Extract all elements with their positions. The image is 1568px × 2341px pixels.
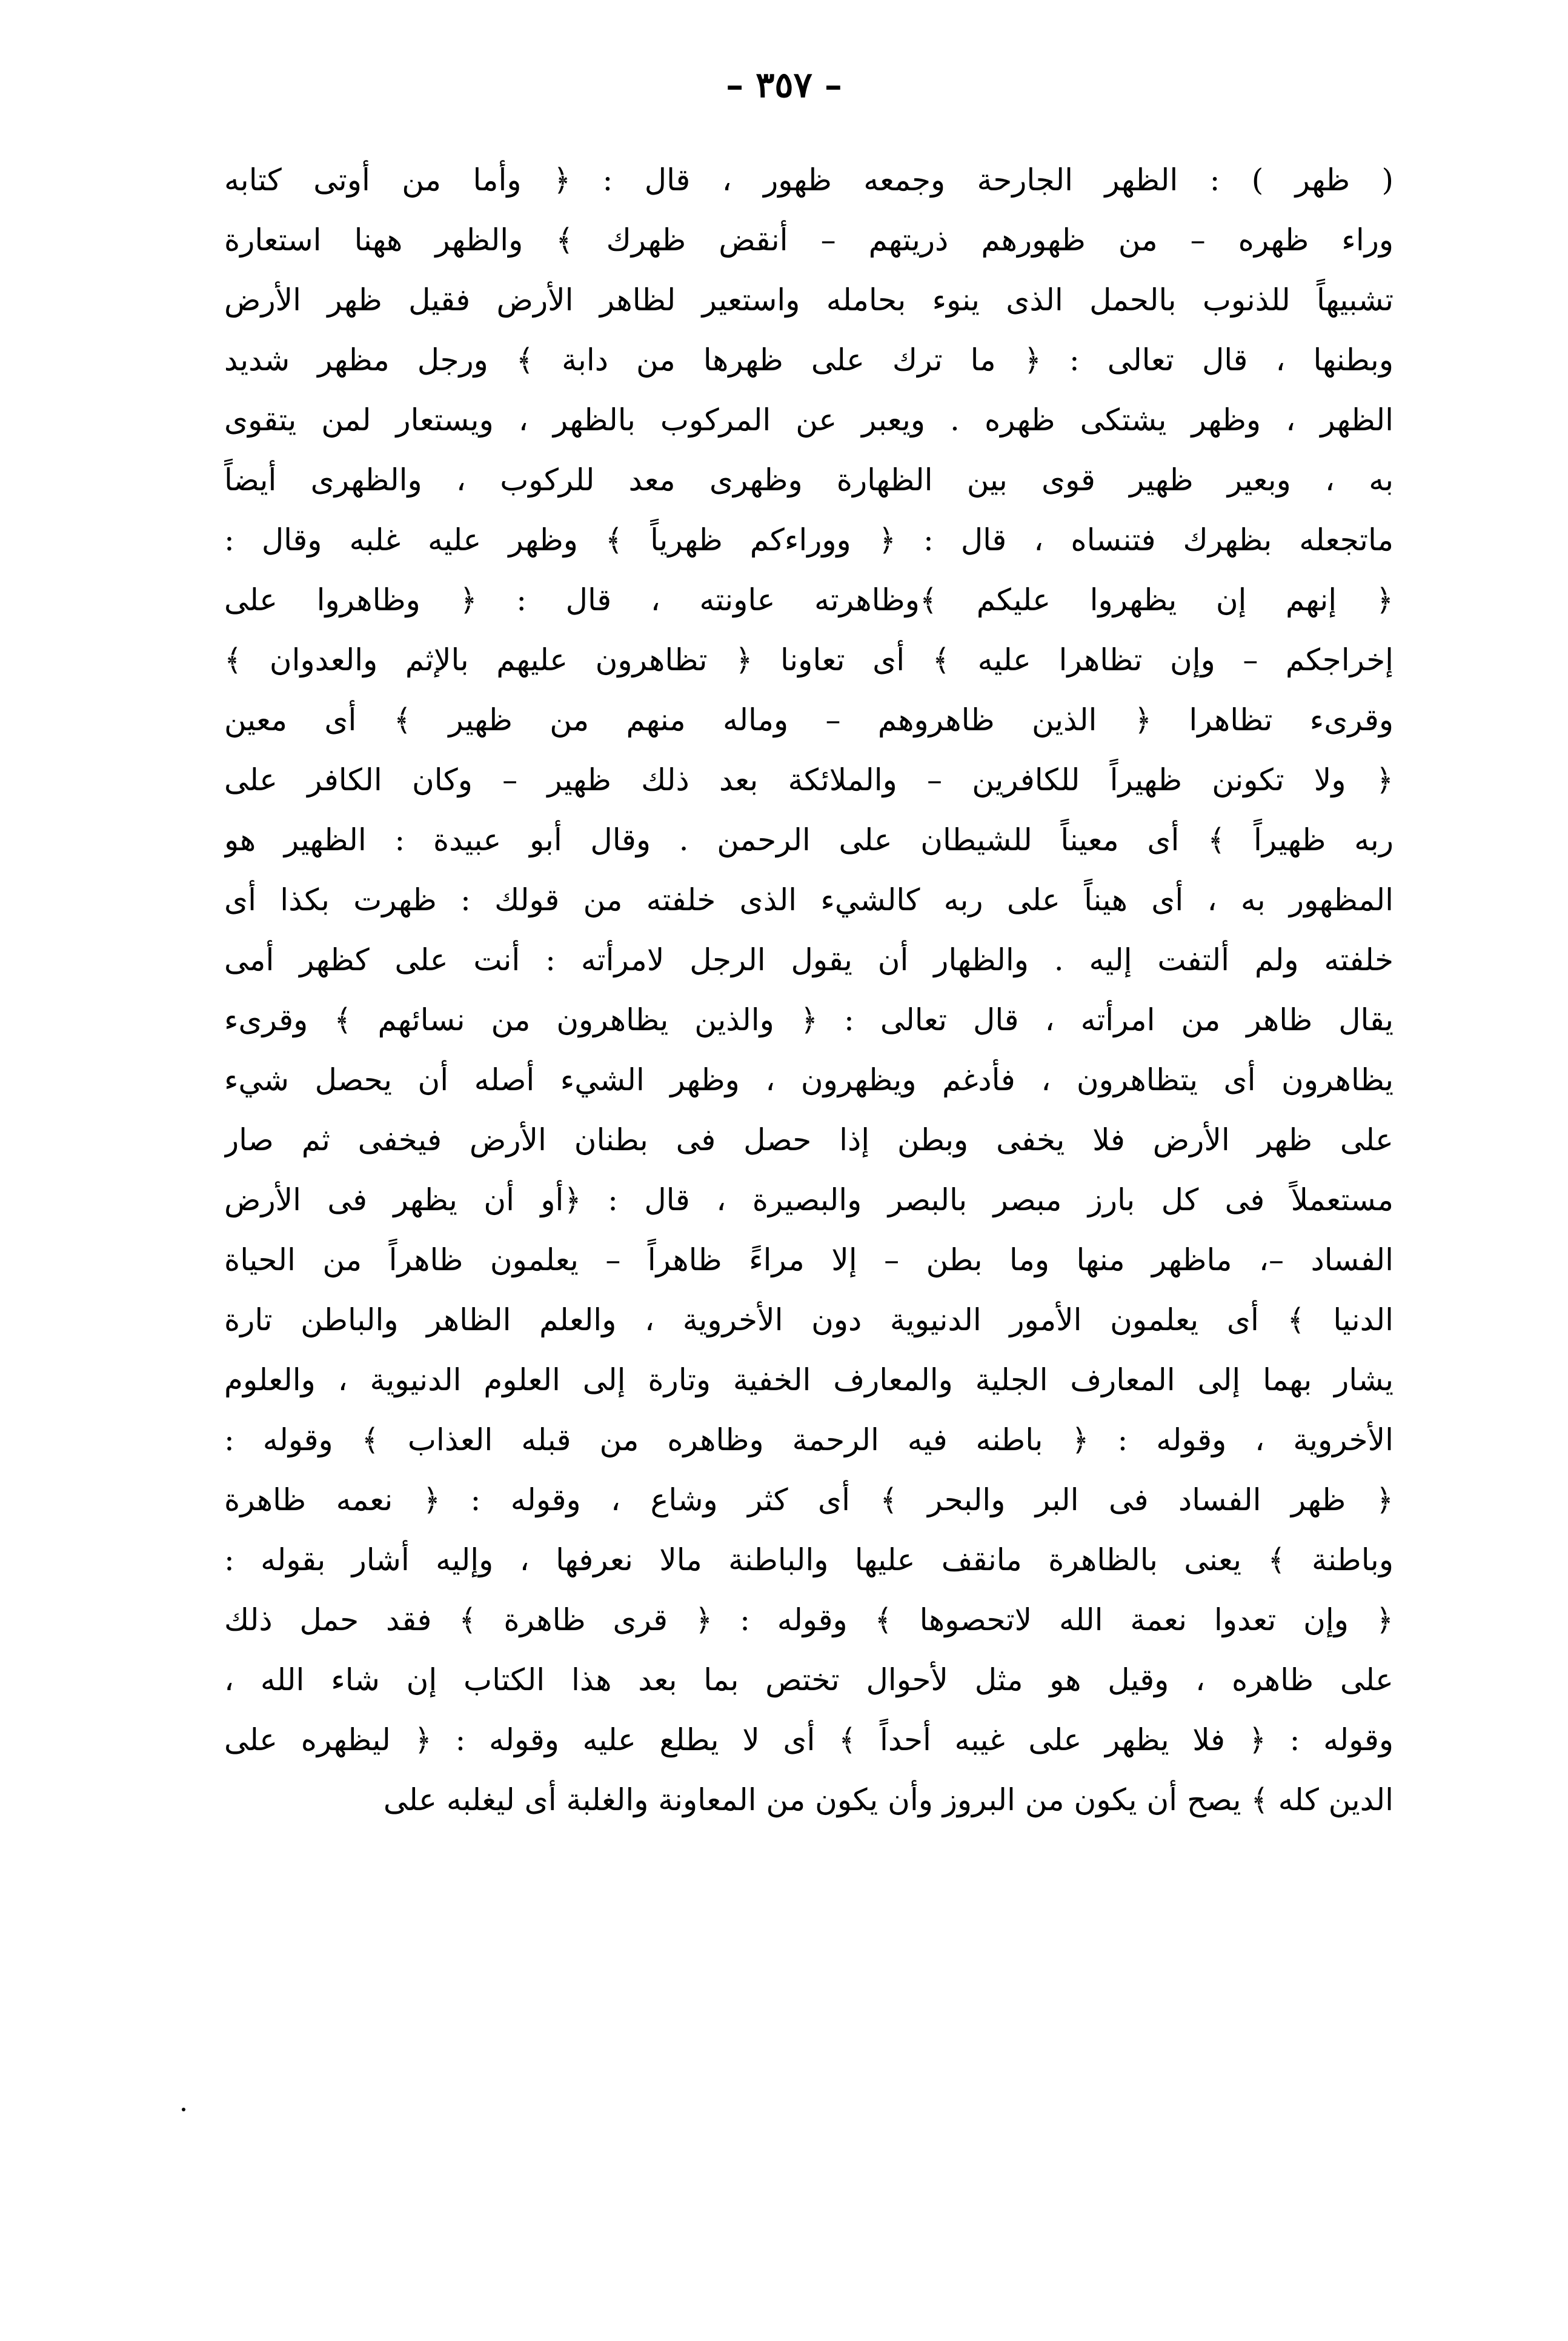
text-line: وبطنها ، قال تعالى : ﴿ ما ترك على ظهرها من دابة ﴾ ورجل مظهر شديد — [224, 342, 1394, 378]
text-line: يشار بهما إلى المعارف الجلية والمعارف الخفية وتارة إلى العلوم الدنيوية ، والعلوم — [224, 1362, 1394, 1397]
text-line: وقرىء تظاهرا ﴿ الذين ظاهروهم – وماله منهم من ظهير ﴾ أى معين — [224, 702, 1394, 738]
text-line: الأخروية ، وقوله : ﴿ باطنه فيه الرحمة وظاهره من قبله العذاب ﴾ وقوله : — [224, 1422, 1394, 1457]
text-line: المظهور به ، أى هيناً على ربه كالشيء الذى خلفته من قولك : ظهرت بكذا أى — [224, 882, 1394, 917]
text-line: به ، وبعير ظهير قوى بين الظهارة وظهرى معد للركوب ، والظهرى أيضاً — [224, 462, 1394, 498]
text-line: يظاهرون أى يتظاهرون ، فأدغم ويظهرون ، وظهر الشيء أصله أن يحصل شيء — [224, 1062, 1394, 1097]
text-line: الدنيا ﴾ أى يعلمون الأمور الدنيوية دون الأخروية ، والعلم الظاهر والباطن تارة — [224, 1302, 1394, 1337]
text-line: ﴿ وإن تعدوا نعمة الله لاتحصوها ﴾ وقوله : ﴿ قرى ظاهرة ﴾ فقد حمل ذلك — [224, 1602, 1394, 1637]
text-line: ﴿ ظهر الفساد فى البر والبحر ﴾ أى كثر وشاع ، وقوله : ﴿ نعمه ظاهرة — [224, 1482, 1394, 1517]
text-line: يقال ظاهر من امرأته ، قال تعالى : ﴿ والذين يظاهرون من نسائهم ﴾ وقرىء — [224, 1002, 1394, 1037]
page-number: – ٣٥٧ – — [726, 64, 842, 105]
text-line: على ظهر الأرض فلا يخفى وبطن إذا حصل فى بطنان الأرض فيخفى ثم صار — [224, 1122, 1394, 1157]
text-line: الدين كله ﴾ يصح أن يكون من البروز وأن يكون من المعاونة والغلبة أى ليغلبه على — [383, 1782, 1394, 1817]
text-line: على ظاهره ، وقيل هو مثل لأحوال تختص بما بعد هذا الكتاب إن شاء الله ، — [224, 1662, 1394, 1697]
text-line: ﴿ إنهم إن يظهروا عليكم ﴾وظاهرته عاونته ، قال : ﴿ وظاهروا على — [224, 582, 1394, 618]
text-line: الظهر ، وظهر يشتكى ظهره . ويعبر عن المركوب بالظهر ، ويستعار لمن يتقوى — [224, 402, 1394, 438]
text-line: الفساد –، ماظهر منها وما بطن – إلا مراءً ظاهراً – يعلمون ظاهراً من الحياة — [224, 1242, 1394, 1277]
text-line: إخراجكم – وإن تظاهرا عليه ﴾ أى تعاونا ﴿ تظاهرون عليهم بالإثم والعدوان ﴾ — [224, 642, 1394, 678]
body-text — [224, 150, 1394, 1830]
text-line: وقوله : ﴿ فلا يظهر على غيبه أحداً ﴾ أى لا يطلع عليه وقوله : ﴿ ليظهره على — [224, 1722, 1394, 1757]
scan-speck — [182, 2108, 185, 2111]
text-line: ماتجعله بظهرك فتنساه ، قال : ﴿ ووراءكم ظهرياً ﴾ وظهر عليه غلبه وقال : — [224, 522, 1394, 558]
text-line: خلفته ولم ألتفت إليه . والظهار أن يقول الرجل لامرأته : أنت على كظهر أمى — [224, 942, 1394, 977]
text-line: مستعملاً فى كل بارز مبصر بالبصر والبصيرة ، قال : ﴿أو أن يظهر فى الأرض — [224, 1182, 1394, 1217]
text-line: وباطنة ﴾ يعنى بالظاهرة مانقف عليها والباطنة مالا نعرفها ، وإليه أشار بقوله : — [224, 1542, 1394, 1577]
text-line: ( ظهر ) : الظهر الجارحة وجمعه ظهور ، قال : ﴿ وأما من أوتى كتابه — [224, 162, 1394, 198]
text-line: وراء ظهره – من ظهورهم ذريتهم – أنقض ظهرك ﴾ والظهر ههنا استعارة — [224, 222, 1394, 258]
text-line: ربه ظهيراً ﴾ أى معيناً للشيطان على الرحمن . وقال أبو عبيدة : الظهير هو — [224, 822, 1394, 857]
text-line: ﴿ ولا تكونن ظهيراً للكافرين – والملائكة بعد ذلك ظهير – وكان الكافر على — [224, 762, 1394, 798]
text-line: تشبيهاً للذنوب بالحمل الذى ينوء بحامله واستعير لظاهر الأرض فقيل ظهر الأرض — [224, 282, 1394, 318]
